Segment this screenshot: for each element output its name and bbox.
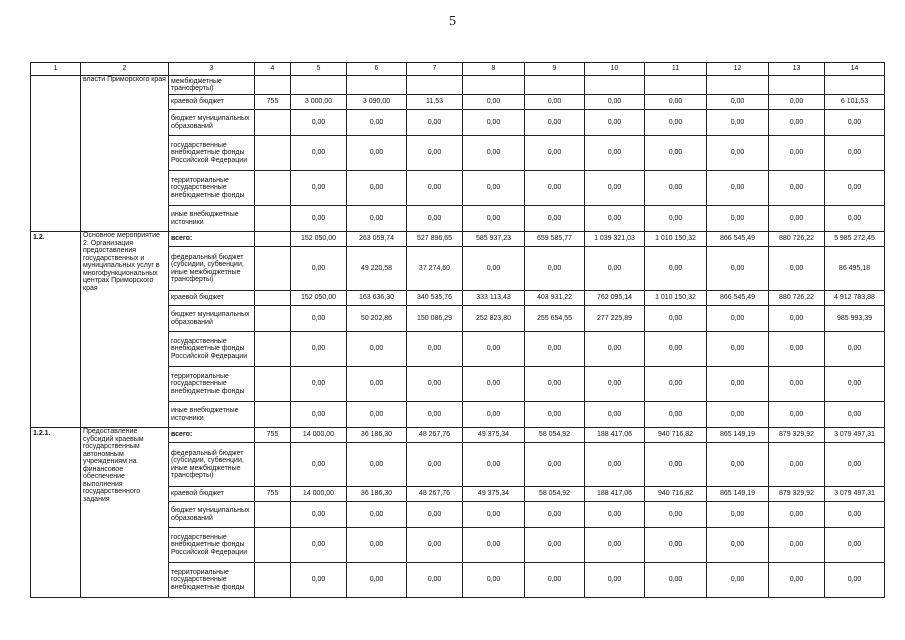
amount-cell: 3 090,00	[347, 95, 407, 110]
amount-cell: 0,00	[707, 247, 769, 291]
amount-cell: 0,00	[825, 136, 885, 171]
amount-cell: 49 375,34	[463, 487, 525, 502]
amount-cell: 762 095,14	[585, 291, 645, 306]
amount-cell: 4 912 783,88	[825, 291, 885, 306]
amount-cell: 0,00	[525, 367, 585, 402]
amount-cell: 0,00	[407, 332, 463, 367]
amount-cell	[291, 76, 347, 95]
amount-cell: 0,00	[347, 367, 407, 402]
amount-cell: 0,00	[407, 110, 463, 136]
amount-cell: 0,00	[769, 136, 825, 171]
amount-cell: 0,00	[291, 502, 347, 528]
funding-source: государственные внебюджетные фонды Российской Федерации	[169, 332, 255, 367]
amount-cell: 0,00	[707, 136, 769, 171]
amount-cell: 0,00	[825, 110, 885, 136]
budget-code	[255, 136, 291, 171]
amount-cell: 0,00	[585, 206, 645, 232]
amount-cell: 585 937,23	[463, 232, 525, 247]
amount-cell: 0,00	[463, 136, 525, 171]
amount-cell: 0,00	[291, 402, 347, 428]
amount-cell: 0,00	[769, 502, 825, 528]
amount-cell: 865 149,19	[707, 428, 769, 443]
amount-cell: 252 823,80	[463, 306, 525, 332]
amount-cell: 255 654,55	[525, 306, 585, 332]
amount-cell: 36 186,30	[347, 428, 407, 443]
amount-cell: 0,00	[407, 402, 463, 428]
amount-cell: 0,00	[347, 502, 407, 528]
amount-cell: 0,00	[347, 443, 407, 487]
amount-cell: 0,00	[407, 206, 463, 232]
amount-cell: 48 267,76	[407, 428, 463, 443]
amount-cell: 0,00	[463, 206, 525, 232]
amount-cell	[825, 76, 885, 95]
amount-cell: 6 101,53	[825, 95, 885, 110]
column-header: 1	[31, 63, 81, 76]
amount-cell: 527 896,65	[407, 232, 463, 247]
amount-cell: 0,00	[825, 171, 885, 206]
amount-cell: 0,00	[645, 247, 707, 291]
amount-cell: 0,00	[585, 247, 645, 291]
amount-cell: 0,00	[463, 528, 525, 563]
amount-cell: 0,00	[769, 206, 825, 232]
column-header: 9	[525, 63, 585, 76]
amount-cell: 879 329,92	[769, 487, 825, 502]
funding-source: территориальные государственные внебюджетные фонды	[169, 563, 255, 598]
amount-cell: 0,00	[707, 367, 769, 402]
budget-code	[255, 306, 291, 332]
budget-code	[255, 110, 291, 136]
item-title: власти Приморского края	[81, 76, 169, 232]
amount-cell: 0,00	[769, 443, 825, 487]
amount-cell: 0,00	[769, 528, 825, 563]
funding-source: бюджет муниципальных образований	[169, 110, 255, 136]
amount-cell: 0,00	[645, 136, 707, 171]
amount-cell: 0,00	[291, 206, 347, 232]
budget-code	[255, 291, 291, 306]
amount-cell: 0,00	[463, 402, 525, 428]
column-header: 11	[645, 63, 707, 76]
amount-cell: 0,00	[707, 171, 769, 206]
column-header: 8	[463, 63, 525, 76]
amount-cell: 5 985 272,45	[825, 232, 885, 247]
budget-code	[255, 171, 291, 206]
amount-cell: 0,00	[645, 502, 707, 528]
amount-cell: 0,00	[525, 332, 585, 367]
amount-cell: 0,00	[707, 206, 769, 232]
amount-cell: 0,00	[645, 110, 707, 136]
column-header: 2	[81, 63, 169, 76]
amount-cell: 0,00	[585, 402, 645, 428]
amount-cell	[645, 76, 707, 95]
amount-cell: 0,00	[347, 528, 407, 563]
amount-cell: 0,00	[645, 563, 707, 598]
funding-source: федеральный бюджет (субсидии, субвенции, иные межбюджетные трансферты)	[169, 247, 255, 291]
amount-cell: 0,00	[463, 332, 525, 367]
amount-cell	[769, 76, 825, 95]
amount-cell: 0,00	[291, 136, 347, 171]
amount-cell: 0,00	[769, 402, 825, 428]
amount-cell: 0,00	[463, 110, 525, 136]
budget-code	[255, 76, 291, 95]
amount-cell: 0,00	[463, 171, 525, 206]
amount-cell: 0,00	[525, 136, 585, 171]
budget-code	[255, 332, 291, 367]
budget-code: 755	[255, 95, 291, 110]
amount-cell: 0,00	[769, 306, 825, 332]
amount-cell: 0,00	[347, 332, 407, 367]
amount-cell: 0,00	[585, 502, 645, 528]
amount-cell: 36 186,30	[347, 487, 407, 502]
amount-cell: 0,00	[525, 402, 585, 428]
amount-cell: 0,00	[347, 206, 407, 232]
amount-cell: 0,00	[769, 171, 825, 206]
amount-cell: 0,00	[525, 528, 585, 563]
amount-cell: 188 417,06	[585, 487, 645, 502]
amount-cell: 0,00	[585, 332, 645, 367]
amount-cell: 0,00	[347, 402, 407, 428]
budget-code: 755	[255, 487, 291, 502]
amount-cell: 0,00	[645, 332, 707, 367]
amount-cell: 940 716,82	[645, 487, 707, 502]
amount-cell: 880 726,22	[769, 232, 825, 247]
amount-cell: 0,00	[463, 443, 525, 487]
amount-cell: 0,00	[707, 563, 769, 598]
amount-cell: 0,00	[769, 110, 825, 136]
item-number: 1.2.	[31, 232, 81, 428]
funding-source: краевой бюджет	[169, 487, 255, 502]
amount-cell	[525, 76, 585, 95]
amount-cell: 0,00	[707, 306, 769, 332]
budget-code	[255, 563, 291, 598]
amount-cell: 49 375,34	[463, 428, 525, 443]
amount-cell: 0,00	[825, 443, 885, 487]
amount-cell: 985 993,39	[825, 306, 885, 332]
amount-cell: 0,00	[291, 332, 347, 367]
amount-cell: 0,00	[825, 206, 885, 232]
amount-cell: 865 149,19	[707, 487, 769, 502]
amount-cell: 11,53	[407, 95, 463, 110]
funding-source: государственные внебюджетные фонды Российской Федерации	[169, 136, 255, 171]
amount-cell: 0,00	[407, 502, 463, 528]
amount-cell: 0,00	[347, 563, 407, 598]
amount-cell: 0,00	[407, 443, 463, 487]
amount-cell: 0,00	[585, 110, 645, 136]
budget-code	[255, 528, 291, 563]
amount-cell: 152 050,00	[291, 232, 347, 247]
amount-cell: 0,00	[291, 367, 347, 402]
budget-code	[255, 367, 291, 402]
funding-source: территориальные государственные внебюджетные фонды	[169, 171, 255, 206]
amount-cell: 0,00	[463, 247, 525, 291]
column-header: 13	[769, 63, 825, 76]
amount-cell: 49 220,58	[347, 247, 407, 291]
amount-cell: 0,00	[347, 110, 407, 136]
budget-code	[255, 502, 291, 528]
amount-cell: 58 054,92	[525, 487, 585, 502]
amount-cell: 3 000,00	[291, 95, 347, 110]
amount-cell: 0,00	[645, 528, 707, 563]
funding-source: бюджет муниципальных образований	[169, 502, 255, 528]
amount-cell: 163 636,30	[347, 291, 407, 306]
amount-cell: 150 086,29	[407, 306, 463, 332]
column-header: 3	[169, 63, 255, 76]
amount-cell: 0,00	[463, 563, 525, 598]
amount-cell: 37 274,60	[407, 247, 463, 291]
amount-cell: 263 059,74	[347, 232, 407, 247]
item-title: Предоставление субсидий краевым государственным автономным учреждениям на финансовое обеспечение выполнения государственного задания	[81, 428, 169, 598]
amount-cell: 0,00	[585, 367, 645, 402]
amount-cell: 0,00	[525, 171, 585, 206]
column-header: 4	[255, 63, 291, 76]
amount-cell: 0,00	[585, 171, 645, 206]
amount-cell	[707, 76, 769, 95]
page-number: 5	[449, 14, 456, 29]
column-header: 5	[291, 63, 347, 76]
amount-cell: 277 225,89	[585, 306, 645, 332]
budget-code	[255, 402, 291, 428]
amount-cell: 0,00	[291, 443, 347, 487]
amount-cell: 0,00	[407, 563, 463, 598]
funding-source: краевой бюджет	[169, 95, 255, 110]
funding-source: краевой бюджет	[169, 291, 255, 306]
amount-cell: 0,00	[825, 528, 885, 563]
column-header: 12	[707, 63, 769, 76]
amount-cell: 333 113,43	[463, 291, 525, 306]
funding-source: всего:	[169, 428, 255, 443]
amount-cell: 0,00	[707, 443, 769, 487]
amount-cell: 0,00	[645, 306, 707, 332]
amount-cell: 0,00	[769, 367, 825, 402]
amount-cell: 0,00	[407, 367, 463, 402]
amount-cell: 0,00	[769, 563, 825, 598]
amount-cell: 0,00	[707, 528, 769, 563]
table-row	[31, 76, 885, 95]
amount-cell: 0,00	[645, 443, 707, 487]
amount-cell: 86 495,18	[825, 247, 885, 291]
amount-cell: 0,00	[525, 563, 585, 598]
amount-cell: 1 010 150,32	[645, 291, 707, 306]
amount-cell: 0,00	[407, 528, 463, 563]
amount-cell: 3 079 497,31	[825, 428, 885, 443]
amount-cell: 14 000,00	[291, 428, 347, 443]
amount-cell: 1 010 150,32	[645, 232, 707, 247]
amount-cell: 0,00	[645, 402, 707, 428]
amount-cell	[585, 76, 645, 95]
amount-cell: 0,00	[707, 332, 769, 367]
amount-cell: 659 585,77	[525, 232, 585, 247]
amount-cell: 0,00	[645, 171, 707, 206]
table-row	[31, 428, 885, 443]
funding-source: всего:	[169, 232, 255, 247]
amount-cell	[347, 76, 407, 95]
amount-cell: 50 202,86	[347, 306, 407, 332]
amount-cell: 0,00	[645, 206, 707, 232]
funding-source: иные внебюджетные источники	[169, 206, 255, 232]
table-body	[31, 63, 885, 598]
amount-cell: 340 535,76	[407, 291, 463, 306]
amount-cell: 0,00	[525, 206, 585, 232]
budget-code	[255, 247, 291, 291]
amount-cell: 0,00	[463, 367, 525, 402]
amount-cell: 879 329,92	[769, 428, 825, 443]
amount-cell: 866 545,49	[707, 291, 769, 306]
budget-code: 755	[255, 428, 291, 443]
amount-cell: 0,00	[463, 95, 525, 110]
amount-cell: 0,00	[645, 367, 707, 402]
amount-cell: 0,00	[291, 528, 347, 563]
amount-cell: 0,00	[585, 563, 645, 598]
amount-cell: 0,00	[407, 136, 463, 171]
amount-cell: 880 726,22	[769, 291, 825, 306]
amount-cell: 0,00	[769, 95, 825, 110]
amount-cell: 0,00	[291, 171, 347, 206]
amount-cell: 0,00	[825, 402, 885, 428]
amount-cell: 0,00	[291, 247, 347, 291]
item-number	[31, 76, 81, 232]
funding-source: территориальные государственные внебюджетные фонды	[169, 367, 255, 402]
amount-cell: 3 079 497,31	[825, 487, 885, 502]
column-header-row	[31, 63, 885, 76]
budget-table	[30, 62, 885, 598]
amount-cell: 152 050,00	[291, 291, 347, 306]
budget-code	[255, 443, 291, 487]
funding-source: иные внебюджетные источники	[169, 402, 255, 428]
funding-source: государственные внебюджетные фонды Российской Федерации	[169, 528, 255, 563]
amount-cell: 0,00	[707, 402, 769, 428]
amount-cell: 0,00	[525, 110, 585, 136]
amount-cell	[407, 76, 463, 95]
amount-cell: 0,00	[825, 502, 885, 528]
amount-cell: 403 931,22	[525, 291, 585, 306]
amount-cell: 0,00	[769, 332, 825, 367]
column-header: 7	[407, 63, 463, 76]
amount-cell: 0,00	[347, 136, 407, 171]
amount-cell: 0,00	[525, 443, 585, 487]
amount-cell: 0,00	[585, 136, 645, 171]
budget-code	[255, 206, 291, 232]
amount-cell: 48 267,76	[407, 487, 463, 502]
amount-cell: 0,00	[585, 443, 645, 487]
amount-cell: 0,00	[291, 110, 347, 136]
funding-source: бюджет муниципальных образований	[169, 306, 255, 332]
amount-cell: 14 000,00	[291, 487, 347, 502]
amount-cell: 188 417,06	[585, 428, 645, 443]
funding-source: межбюджетные трансферты)	[169, 76, 255, 95]
amount-cell: 0,00	[769, 247, 825, 291]
amount-cell: 940 716,82	[645, 428, 707, 443]
amount-cell: 866 545,49	[707, 232, 769, 247]
amount-cell: 0,00	[525, 247, 585, 291]
funding-source: федеральный бюджет (субсидии, субвенции, иные межбюджетные трансферты)	[169, 443, 255, 487]
amount-cell: 0,00	[525, 95, 585, 110]
budget-code	[255, 232, 291, 247]
amount-cell: 1 039 321,03	[585, 232, 645, 247]
column-header: 6	[347, 63, 407, 76]
amount-cell: 0,00	[525, 502, 585, 528]
amount-cell: 0,00	[585, 528, 645, 563]
column-header: 10	[585, 63, 645, 76]
amount-cell: 58 054,92	[525, 428, 585, 443]
amount-cell: 0,00	[707, 110, 769, 136]
amount-cell: 0,00	[463, 502, 525, 528]
amount-cell	[463, 76, 525, 95]
item-title: Основное мероприятие 2. Организация предоставления государственных и муниципальных услуг в многофункциональных центрах Приморского края	[81, 232, 169, 428]
item-number: 1.2.1.	[31, 428, 81, 598]
amount-cell: 0,00	[291, 563, 347, 598]
amount-cell: 0,00	[825, 563, 885, 598]
amount-cell: 0,00	[407, 171, 463, 206]
amount-cell: 0,00	[825, 367, 885, 402]
table-row	[31, 232, 885, 247]
amount-cell: 0,00	[291, 306, 347, 332]
amount-cell: 0,00	[707, 502, 769, 528]
amount-cell: 0,00	[707, 95, 769, 110]
amount-cell: 0,00	[585, 95, 645, 110]
amount-cell: 0,00	[347, 171, 407, 206]
amount-cell: 0,00	[825, 332, 885, 367]
amount-cell: 0,00	[645, 95, 707, 110]
column-header: 14	[825, 63, 885, 76]
